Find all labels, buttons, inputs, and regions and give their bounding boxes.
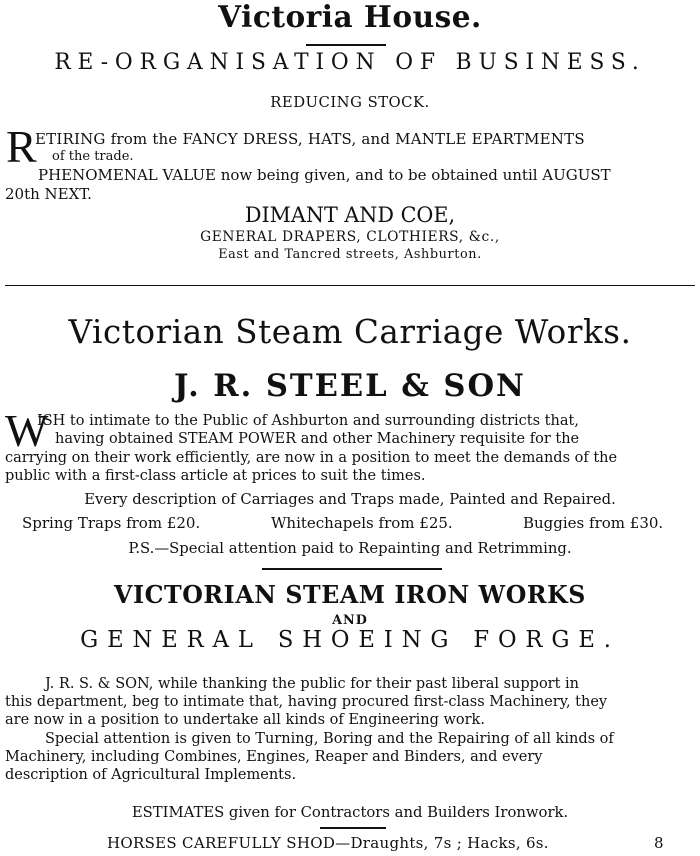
short-rule [262,568,442,570]
firm-name: J. R. STEEL & SON [174,368,526,404]
body-line: this department, beg to intimate that, having procured first-class Machinery, they [5,694,608,710]
body-line: J. R. S. & SON, while thanking the public for their past liberal support in [45,676,580,692]
firm-name: DIMANT AND COE, [244,203,456,227]
ad-title: VICTORIAN STEAM IRON WORKS [114,580,586,609]
price-buggies: Buggies from £30. [523,514,664,532]
page-number: 8 [654,834,664,852]
services-line: Every description of Carriages and Traps made, Painted and Repaired. [84,490,616,508]
ad-title: Victorian Steam Carriage Works. [68,312,632,351]
firm-trades: GENERAL DRAPERS, CLOTHIERS, &c., [200,229,500,245]
section-divider [5,285,695,286]
body-line: 20th NEXT. [5,185,92,203]
ad-subhead: REDUCING STOCK. [270,93,430,111]
body-line: ISH to intimate to the Public of Ashburton and surrounding districts that, [37,413,579,429]
body-line: Machinery, including Combines, Engines, Reaper and Binders, and every [5,749,543,765]
postscript: P.S.—Special attention paid to Repainting and Retrimming. [128,539,572,557]
estimates-line: ESTIMATES given for Contractors and Builders Ironwork. [131,803,569,821]
price-spring-traps: Spring Traps from £20. [22,514,201,532]
body-line: Special attention is given to Turning, Boring and the Repairing of all kinds of [45,731,614,747]
short-rule [306,44,386,46]
price-whitechapels: Whitechapels from £25. [271,514,453,532]
body-line: having obtained STEAM POWER and other Machinery requisite for the [55,431,580,447]
drop-cap: W [5,405,49,456]
drop-cap: R [6,121,37,172]
ad-title: Victoria House. [218,0,482,35]
body-line: PHENOMENAL VALUE now being given, and to be obtained until AUGUST [38,166,611,184]
body-line: description of Agricultural Implements. [5,767,297,783]
ad-conjunction: AND [332,613,368,628]
ad-subtitle: GENERAL SHOEING FORGE. [80,627,620,653]
body-line: carrying on their work efficiently, are now in a position to meet the demands of the [5,450,618,466]
firm-address: East and Tancred streets, Ashburton. [218,247,482,262]
shoeing-prices: HORSES CAREFULLY SHOD—Draughts, 7s ; Hacks, 6s. [107,834,549,852]
short-rule [320,827,386,829]
body-line: ETIRING from the FANCY DRESS, HATS, and MANTLE EPARTMENTS [35,130,585,148]
body-line: public with a first-class article at prices to suit the times. [5,468,426,484]
body-line: are now in a position to undertake all kinds of Engineering work. [5,712,485,728]
ad-headline: RE-ORGANISATION OF BUSINESS. [54,50,646,75]
body-line: of the trade. [52,149,134,164]
